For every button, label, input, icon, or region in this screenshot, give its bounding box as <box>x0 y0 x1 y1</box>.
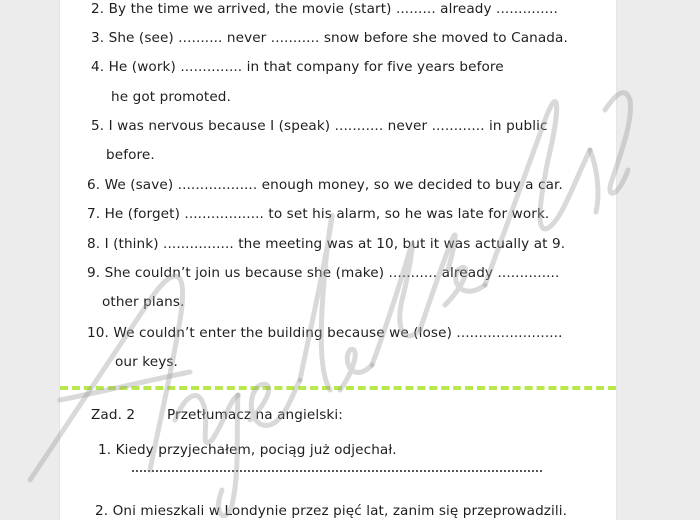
exercise-item: 3. She (see) .......... never ........... snow before she moved to Canada. <box>91 30 568 46</box>
exercise-item: 8. I (think) ................ the meeting was at 10, but it was actually at 9. <box>87 236 566 252</box>
exercise-item: 7. He (forget) .................. to set his alarm, so he was late for work. <box>87 206 550 222</box>
exercise-item: 4. He (work) .............. in that company for five years before <box>91 59 504 75</box>
answer-line <box>132 470 542 472</box>
translation-item: 1. Kiedy przyjechałem, pociąg już odjechał. <box>98 442 397 458</box>
exercise-item: 6. We (save) .................. enough money, so we decided to buy a car. <box>87 177 563 193</box>
exercise-item: 9. She couldn’t join us because she (make) ........... already .............. <box>87 265 560 281</box>
exercise-item: 10. We couldn’t enter the building because we (lose) ........................ <box>87 325 563 341</box>
exercise-item: 5. I was nervous because I (speak) ........... never ............ in public <box>91 118 548 134</box>
exercise-item-continuation: other plans. <box>102 294 185 310</box>
translation-item: 2. Oni mieszkali w Londynie przez pięć lat, zanim się przeprowadzili. <box>95 503 568 519</box>
section-divider <box>60 386 616 390</box>
exercise-item-continuation: before. <box>106 147 155 163</box>
exercise-label: Zad. 2 <box>91 407 136 423</box>
exercise-instruction: Przetłumacz na angielski: <box>167 407 343 423</box>
exercise-item-continuation: our keys. <box>115 354 178 370</box>
exercise-item: 2. By the time we arrived, the movie (start) ......... already .............. <box>91 1 558 17</box>
worksheet-page <box>60 0 616 520</box>
exercise-item-continuation: he got promoted. <box>111 89 231 105</box>
